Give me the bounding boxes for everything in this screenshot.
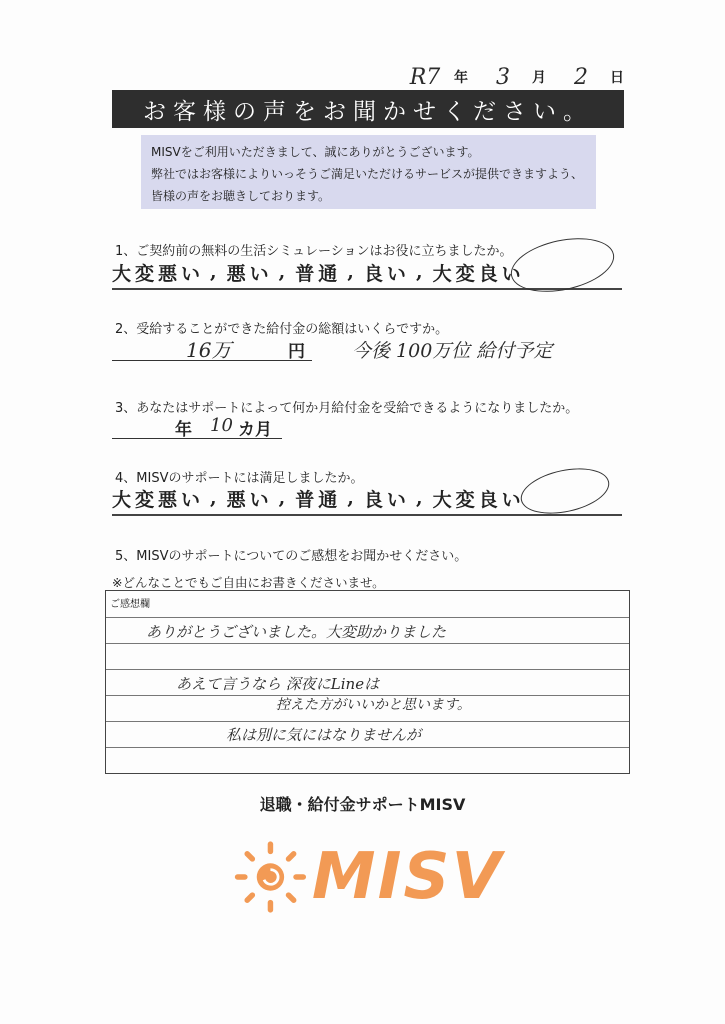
- comment-line-4: 私は別に気にはなりませんが: [226, 726, 422, 744]
- date-day: [552, 65, 630, 90]
- date-year-unit: 年: [454, 70, 468, 86]
- comment-line-3: 控えた方がいいかと思います。: [276, 697, 471, 713]
- date-row: [396, 50, 630, 90]
- q4-option-2[interactable]: 悪い: [226, 488, 273, 511]
- q4-option-4[interactable]: 良い: [363, 488, 410, 511]
- q1-option-2[interactable]: 悪い: [226, 262, 273, 285]
- comment-rule: [106, 721, 629, 722]
- q2-handwritten-note: 今後 100万位 給付予定: [352, 340, 553, 362]
- comment-box-label: ご感想欄: [110, 599, 150, 610]
- q4-rating-scale[interactable]: 大変悪い , 悪い , 普通 , 良い , 大変良い: [112, 482, 622, 516]
- q4-option-5[interactable]: 大変良い: [432, 488, 525, 511]
- q2-amount-unit: 円: [288, 342, 305, 362]
- intro-line-1: MISVをご利用いただきまして、誠にありがとうございます。: [151, 145, 480, 159]
- intro-box: [141, 135, 596, 209]
- sun-icon: [233, 836, 308, 918]
- logo-text: MISV: [311, 840, 503, 914]
- q4-option-1[interactable]: 大変悪い: [112, 488, 205, 511]
- date-year: [396, 65, 474, 90]
- q5-note: ※どんなことでもご自由にお書きくださいませ。: [112, 575, 385, 590]
- q4-option-3[interactable]: 普通: [295, 488, 342, 511]
- comment-box[interactable]: [105, 590, 630, 774]
- date-month: [474, 65, 552, 90]
- q1-option-4[interactable]: 良い: [363, 262, 410, 285]
- q2-amount-value: 16万: [186, 338, 232, 362]
- intro-line-3: 皆様の声をお聴きしております。: [151, 189, 331, 203]
- comment-line-2: あえて言うなら 深夜にLineは: [176, 675, 380, 693]
- intro-line-2: 弊社ではお客様によりいっそうご満足いただけるサービスが提供できますよう、: [151, 167, 584, 181]
- comment-line-1: ありがとうございました。大変助かりました: [146, 623, 447, 641]
- comment-rule: [106, 747, 629, 748]
- date-month-unit: 月: [532, 70, 546, 86]
- q1-option-5[interactable]: 大変良い: [432, 262, 525, 285]
- question-4: 4、MISVのサポートには満足しましたか。: [115, 471, 364, 486]
- question-1: 1、ご契約前の無料の生活シミュレーションはお役に立ちましたか。: [115, 244, 513, 259]
- question-5: 5、MISVのサポートについてのご感想をお聞かせください。: [115, 549, 468, 564]
- date-year-value: R7: [409, 65, 441, 90]
- q3-year-unit: 年: [175, 420, 192, 440]
- q1-option-1[interactable]: 大変悪い: [112, 262, 205, 285]
- misv-logo: [233, 832, 503, 922]
- comment-rule: [106, 643, 629, 644]
- q3-month-unit: カ月: [238, 420, 272, 440]
- question-3: 3、あなたはサポートによって何か月給付金を受給できるようになりましたか。: [115, 401, 579, 416]
- comment-rule: [106, 669, 629, 670]
- date-month-value: 3: [496, 65, 510, 90]
- page-title: お客様の声をお聞かせください。: [112, 90, 624, 128]
- comment-rule: [106, 617, 629, 618]
- date-day-unit: 日: [610, 70, 624, 86]
- q3-months-value: 10: [210, 415, 233, 436]
- question-2: 2、受給することができた給付金の総額はいくらですか。: [115, 322, 449, 337]
- date-day-value: 2: [574, 65, 588, 90]
- q1-option-3[interactable]: 普通: [295, 262, 342, 285]
- footer-company-name: 退職・給付金サポートMISV: [259, 795, 466, 814]
- q1-rating-scale[interactable]: 大変悪い , 悪い , 普通 , 良い , 大変良い: [112, 256, 622, 290]
